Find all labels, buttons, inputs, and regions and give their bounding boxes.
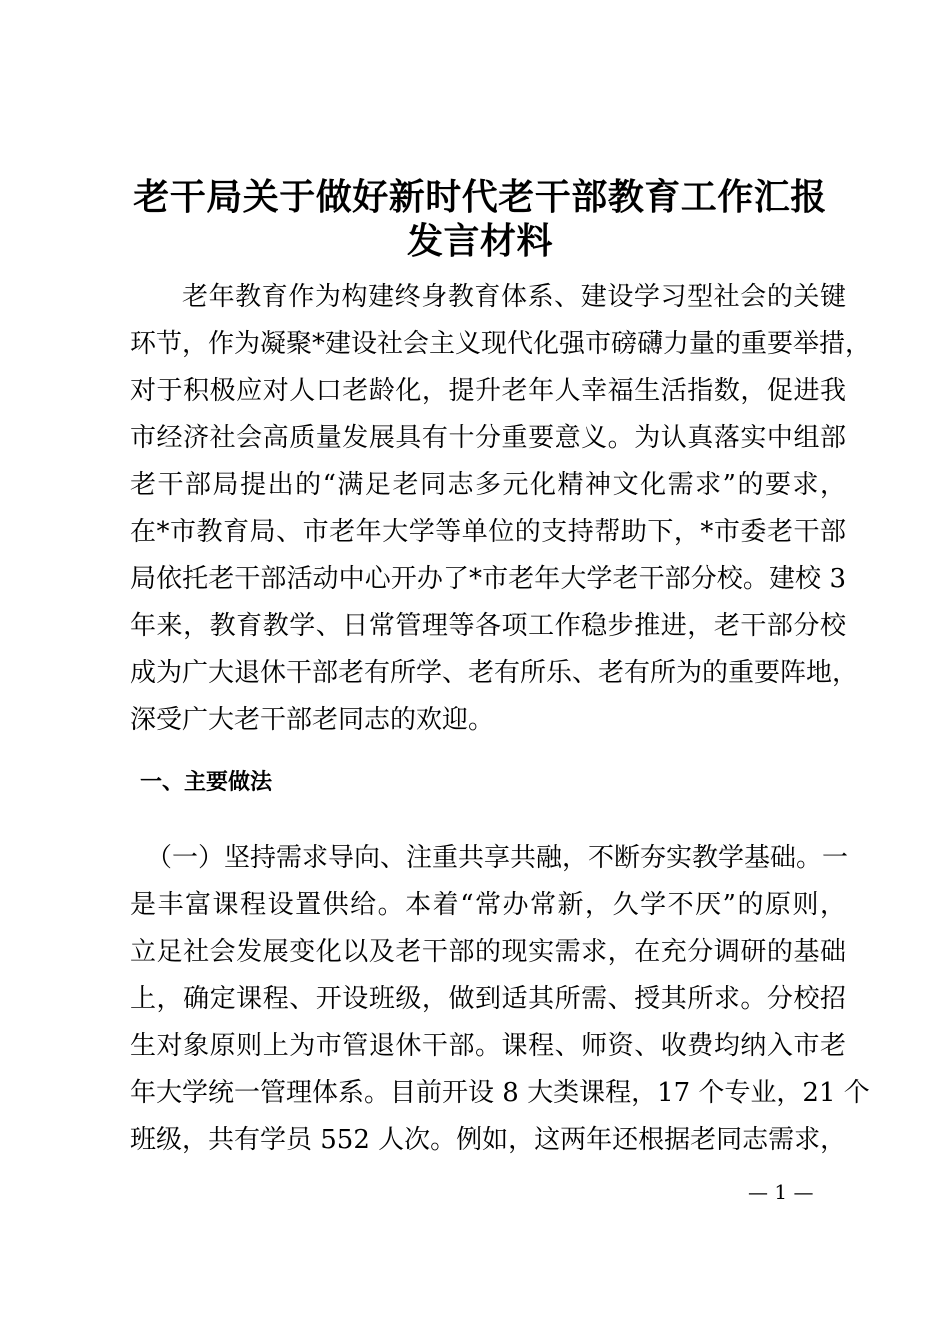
text-line: 市经济社会高质量发展具有十分重要意义。为认真落实中组部: [130, 423, 846, 453]
text-line: 年来，教育教学、日常管理等各项工作稳步推进，老干部分校: [130, 611, 846, 641]
text-line: 生对象原则上为市管退休干部。课程、师资、收费均纳入市老: [130, 1031, 846, 1061]
text-line: 班级，共有学员 552 人次。例如，这两年还根据老同志需求，: [130, 1125, 847, 1155]
text-line: 立足社会发展变化以及老干部的现实需求，在充分调研的基础: [130, 937, 846, 967]
section-heading: 一、主要做法: [140, 770, 273, 795]
text-line: 在*市教育局、市老年大学等单位的支持帮助下，*市委老干部: [130, 517, 846, 547]
text-line: 年大学统一管理体系。目前开设 8 大类课程，17 个专业，21 个: [130, 1078, 870, 1108]
text-line: （一）坚持需求导向、注重共享共融，不断夯实教学基础。一: [146, 843, 849, 873]
intro-paragraph: [130, 274, 872, 744]
document-title: 老干局关于做好新时代老干部教育工作汇报发言材料: [133, 177, 827, 262]
text-line: 成为广大退休干部老有所学、老有所乐、老有所为的重要阵地，: [130, 658, 859, 688]
text-line: 环节，作为凝聚*建设社会主义现代化强市磅礴力量的重要举措，: [130, 329, 872, 359]
text-line: 老干部局提出的“满足老同志多元化精神文化需求”的要求，: [130, 470, 846, 500]
text-line: 老年教育作为构建终身教育体系、建设学习型社会的关键: [182, 282, 846, 312]
text-line: 上，确定课程、开设班级，做到适其所需、授其所求。分校招: [130, 984, 846, 1014]
text-line: 深受广大老干部老同志的欢迎。: [130, 705, 495, 735]
text-line: 局依托老干部活动中心开办了*市老年大学老干部分校。建校 3: [130, 564, 846, 594]
page-number: — 1 —: [748, 1180, 814, 1204]
text-line: 是丰富课程设置供给。本着“常办常新，久学不厌”的原则，: [130, 890, 846, 920]
text-line: 对于积极应对人口老龄化，提升老年人幸福生活指数，促进我: [130, 376, 846, 406]
practice-paragraph: [130, 835, 870, 1164]
